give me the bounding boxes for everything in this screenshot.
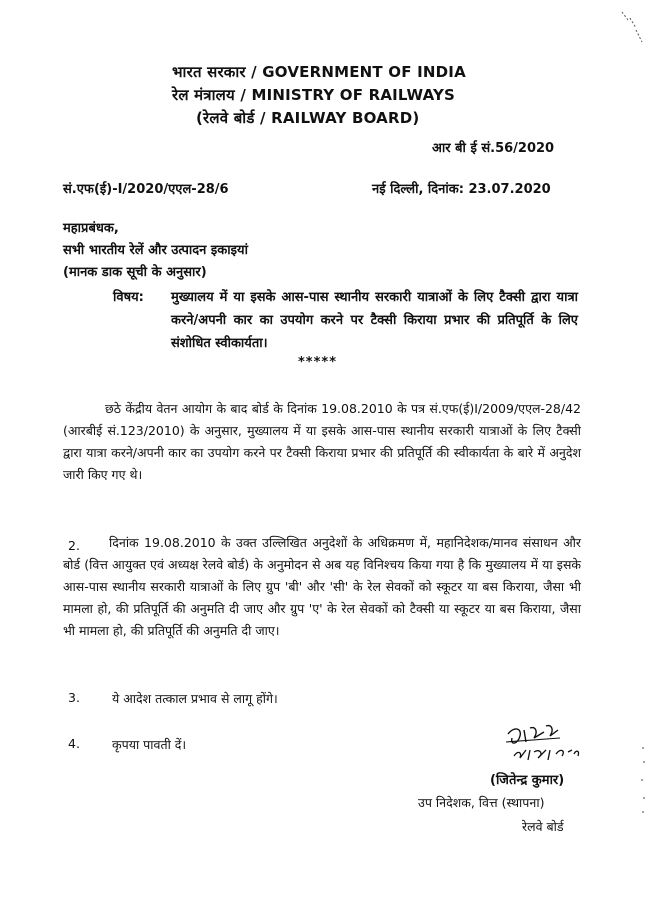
addressee-line-3: (मानक डाक सूची के अनुसार) <box>63 265 207 280</box>
rbe-number: आर बी ई सं.56/2020 <box>432 141 555 156</box>
separator: ***** <box>298 355 337 370</box>
file-number: सं.एफ(ई)-I/2020/एएल-28/6 <box>63 182 229 197</box>
scan-corner-mark <box>618 8 646 48</box>
scan-edge-marks <box>638 740 648 820</box>
handwritten-signature <box>500 720 590 770</box>
header-board: (रेलवे बोर्ड / RAILWAY BOARD) <box>196 109 420 127</box>
addressee-line-1: महाप्रबंधक, <box>63 221 119 236</box>
place-date: नई दिल्ली, दिनांक: 23.07.2020 <box>372 182 551 197</box>
paragraph-3: ये आदेश तत्काल प्रभाव से लागू होंगे। <box>112 691 278 706</box>
paragraph-4-number: 4. <box>68 736 80 751</box>
addressee-line-2: सभी भारतीय रेलें और उत्पादन इकाइयां <box>63 243 248 258</box>
paragraph-4: कृपया पावती दें। <box>112 737 187 752</box>
header-government: भारत सरकार / GOVERNMENT OF INDIA <box>172 63 466 81</box>
paragraph-2: दिनांक 19.08.2010 के उक्त उल्लिखित अनुदेशों के अधिक्रमण में, महानिदेशक/मानव संसाधन और बोर्ड (वित्त आयुक्त एवं अध्यक्ष रेलवे बोर्ड) के अनुमोदन से अब यह विनिश्चय किया गया है कि मुख्यालय में या इसके आस-पास स्थानीय सरकारी यात्राओं के लिए ग्रुप 'बी' और 'सी' के रेल सेवकों को स्कूटर या बस किराया, जैसा भी मामला हो, की प्रतिपूर्ति की अनुमति दी जाए और ग्रुप 'ए' के रेल सेवकों को टैक्सी या स्कूटर या बस किराया, जैसा भी मामला हो, की प्रतिपूर्ति की अनुमति दी जाए। <box>63 535 581 638</box>
paragraph-1: छठे केंद्रीय वेतन आयोग के बाद बोर्ड के दिनांक 19.08.2010 के पत्र सं.एफ(ई)I/2009/एएल-28/42 (आरबीई सं.123/2010) के अनुसार, मुख्यालय में या इसके आस-पास स्थानीय सरकारी यात्राओं के लिए टैक्सी द्वारा यात्रा करने/अपनी कार का उपयोग करने पर टैक्सी किराया प्रभार की प्रतिपूर्ति की स्वीकार्यता के बारे में अनुदेश जारी किए गए थे। <box>63 401 581 482</box>
subject-block <box>113 286 578 355</box>
signatory-office: रेलवे बोर्ड <box>522 819 564 834</box>
signatory-name: (जितेन्द्र कुमार) <box>490 773 565 788</box>
header-ministry: रेल मंत्रालय / MINISTRY OF RAILWAYS <box>172 86 456 104</box>
signatory-designation: उप निदेशक, वित्त (स्थापना) <box>418 795 545 810</box>
paragraph-3-number: 3. <box>68 690 80 705</box>
subject-text: मुख्यालय में या इसके आस-पास स्थानीय सरकारी यात्राओं के लिए टैक्सी द्वारा यात्रा करने/अपनी कार का उपयोग करने पर टैक्सी किराया प्रभार की प्रतिपूर्ति के लिए संशोधित स्वीकार्यता। <box>171 290 578 351</box>
paragraph-2-number: 2. <box>68 538 80 553</box>
subject-label: विषय: <box>113 290 144 305</box>
